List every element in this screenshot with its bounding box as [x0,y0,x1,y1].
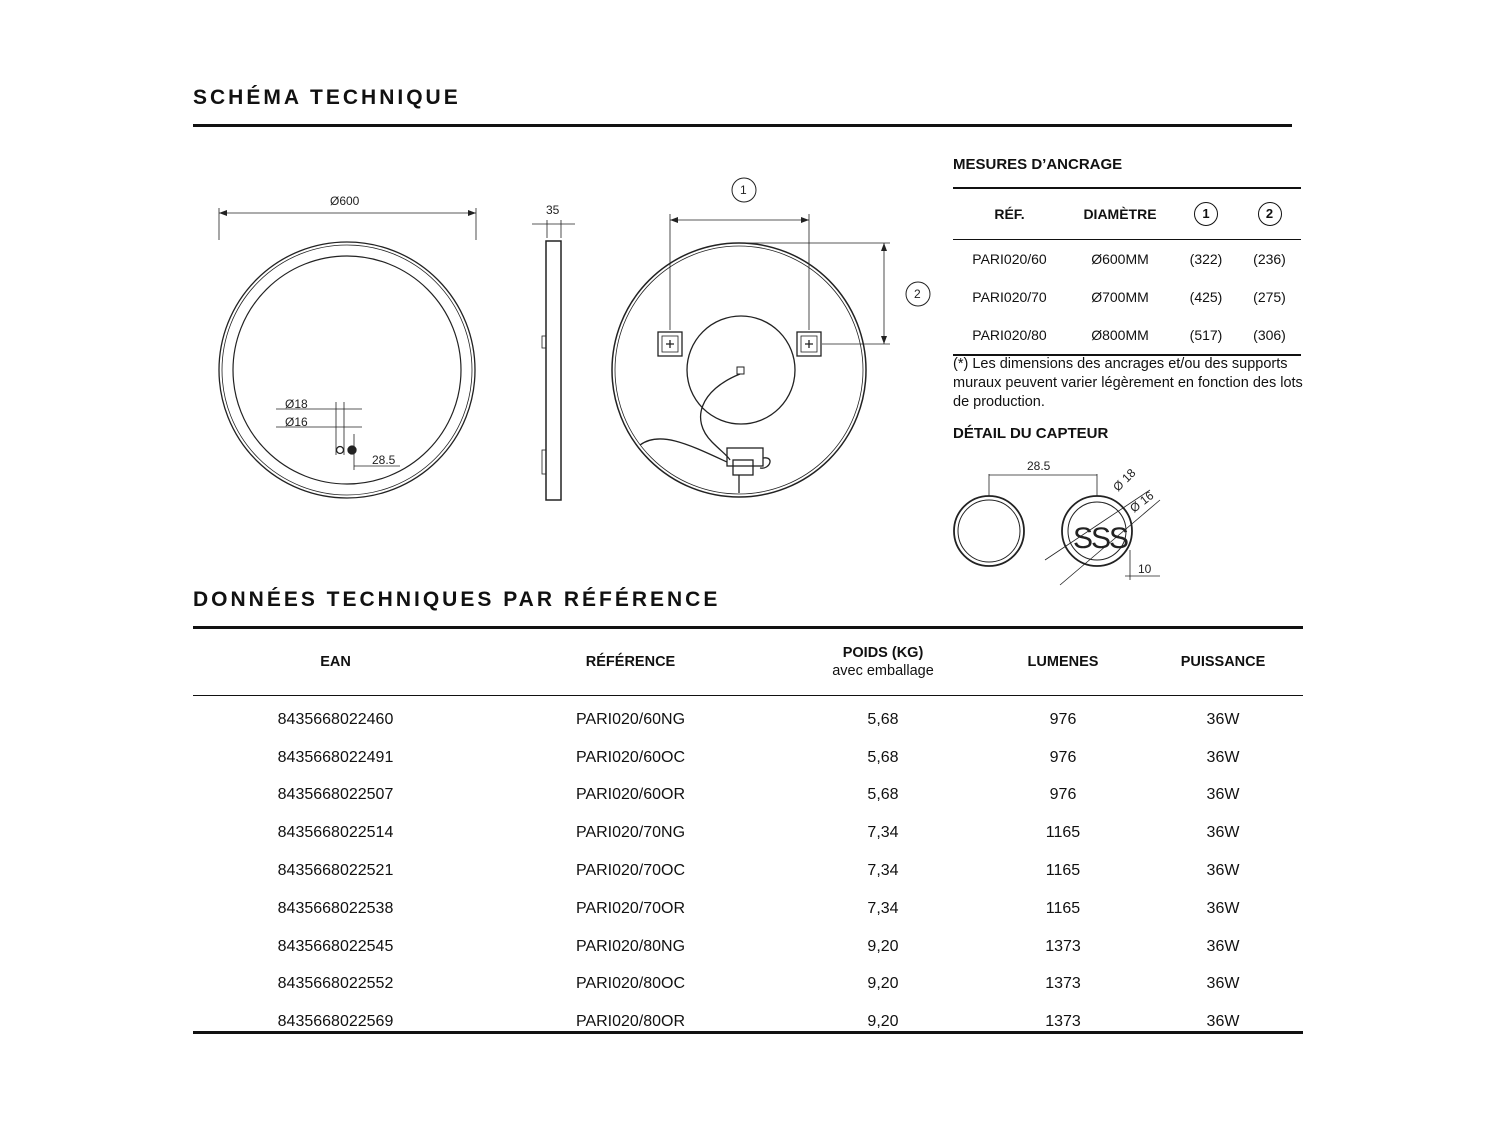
cell-reference: PARI020/80NG [575,937,686,955]
callout-2-badge: 2 [1258,202,1282,226]
cell-lumens: 1165 [1045,824,1081,842]
table-row [193,739,1303,777]
anchor-dim-2: (275) [1253,289,1286,305]
table-row [193,852,1303,890]
cell-reference: PARI020/60NG [575,710,686,728]
cell-power: 36W [1206,862,1240,880]
anchor-row [953,240,1301,279]
cell-weight: 7,34 [867,862,899,880]
cell-weight: 9,20 [867,975,899,993]
cell-lumens: 976 [1049,710,1077,728]
anchor-col-2 [1238,188,1301,240]
cell-power: 36W [1206,975,1240,993]
table-row [193,966,1303,1004]
cell-ean: 8435668022507 [277,786,394,804]
anchor-ref: PARI020/80 [972,327,1047,343]
anchor-diameter: Ø700MM [1091,289,1149,305]
anchor-row [953,316,1301,355]
sensor-dim-16-label: Ø16 [285,415,308,429]
anchor-title: MESURES D’ANCRAGE [953,156,1123,173]
side-view-profile [532,220,575,500]
cell-weight: 7,34 [867,899,899,917]
table-bottom-rule [193,1031,1303,1034]
cell-lumens: 1373 [1045,1013,1081,1031]
back-view-mirror [612,178,930,497]
table-row [193,814,1303,852]
cell-lumens: 1165 [1045,899,1081,917]
cell-ean: 8435668022514 [277,824,394,842]
cell-power: 36W [1206,899,1240,917]
col-reference: RÉFÉRENCE [585,654,676,670]
depth-label: 35 [546,203,560,217]
cell-ean: 8435668022521 [277,862,394,880]
cell-reference: PARI020/80OC [575,975,686,993]
cell-lumens: 1165 [1045,862,1081,880]
sensor-dim-16-detail-label: Ø 16 [1127,488,1157,516]
cell-power: 36W [1206,1013,1240,1031]
cell-reference: PARI020/70OC [575,862,686,880]
cell-ean: 8435668022491 [277,748,394,766]
anchor-footnote: (*) Les dimensions des ancrages et/ou des supports muraux peuvent varier légèrement en fonction des lots de production. [953,356,1303,410]
front-view-mirror [219,208,476,498]
sensor-detail-drawing [954,474,1160,585]
cell-lumens: 976 [1049,786,1077,804]
table-row [193,1003,1303,1052]
front-diameter-label: Ø600 [330,194,360,208]
cell-ean: 8435668022552 [277,975,394,993]
anchor-dim-2: (306) [1253,327,1286,343]
cell-weight: 9,20 [867,1013,899,1031]
cell-reference: PARI020/60OC [575,748,686,766]
cell-lumens: 976 [1049,748,1077,766]
cell-ean: 8435668022545 [277,937,394,955]
table-row [193,928,1303,966]
callout-1-label: 1 [740,183,747,197]
anchor-dim-2: (236) [1253,251,1286,267]
anchor-dim-1: (425) [1189,289,1223,305]
anchor-ref: PARI020/60 [972,251,1047,267]
sensor-offset-label: 28.5 [372,453,396,467]
sensor-title: DÉTAIL DU CAPTEUR [953,425,1109,442]
sensor-dim-10-label: 10 [1138,562,1152,576]
col-weight [783,628,983,696]
cell-power: 36W [1206,786,1240,804]
data-header-row [193,628,1303,696]
anchor-row [953,278,1301,316]
col-power: PUISSANCE [1180,654,1266,670]
table-row [193,890,1303,928]
sensor-glyph: SSS [1073,522,1128,555]
col-weight-label: POIDS (KG) [842,645,924,661]
table-row [193,777,1303,815]
sensor-spacing-label: 28.5 [1027,459,1051,473]
cell-ean: 8435668022538 [277,899,394,917]
cell-ean: 8435668022460 [277,710,394,728]
cell-weight: 9,20 [867,937,899,955]
cell-reference: PARI020/70OR [575,899,686,917]
cell-lumens: 1373 [1045,937,1081,955]
cell-reference: PARI020/70NG [575,824,686,842]
anchor-diameter: Ø600MM [1091,251,1149,267]
cell-power: 36W [1206,710,1240,728]
cell-reference: PARI020/80OR [575,1013,686,1031]
cell-lumens: 1373 [1045,975,1081,993]
anchor-col-ref: RÉF. [994,206,1025,222]
cell-weight: 5,68 [867,710,899,728]
anchor-col-diameter: DIAMÈTRE [1083,206,1157,222]
callout-1-badge: 1 [1194,202,1218,226]
anchor-dim-1: (517) [1189,327,1223,343]
anchor-col-1 [1174,188,1238,240]
cell-weight: 5,68 [867,786,899,804]
cell-power: 36W [1206,824,1240,842]
anchor-diameter: Ø800MM [1091,327,1149,343]
col-weight-sublabel: avec emballage [832,663,934,679]
cell-reference: PARI020/60OR [575,786,686,804]
sensor-dim-18-detail-label: Ø 18 [1110,465,1139,495]
callout-2-label: 2 [914,287,921,301]
section-title-schema: SCHÉMA TECHNIQUE [193,86,461,109]
sensor-dim-18-label: Ø18 [285,397,308,411]
sensor-outline-icon [337,447,344,454]
anchor-ref: PARI020/70 [972,289,1047,305]
section-title-data: DONNÉES TECHNIQUES PAR RÉFÉRENCE [193,588,721,611]
anchor-table [953,187,1301,356]
col-ean: EAN [320,654,351,670]
cell-ean: 8435668022569 [277,1013,394,1031]
sensor-filled-icon [348,446,356,454]
cell-weight: 5,68 [867,748,899,766]
technical-data-table [193,626,1303,1052]
cell-power: 36W [1206,937,1240,955]
cell-power: 36W [1206,748,1240,766]
cell-weight: 7,34 [867,824,899,842]
anchor-header-row [953,188,1301,240]
anchor-dim-1: (322) [1189,251,1223,267]
col-lumens: LUMENES [1027,654,1099,670]
table-row [193,696,1303,739]
